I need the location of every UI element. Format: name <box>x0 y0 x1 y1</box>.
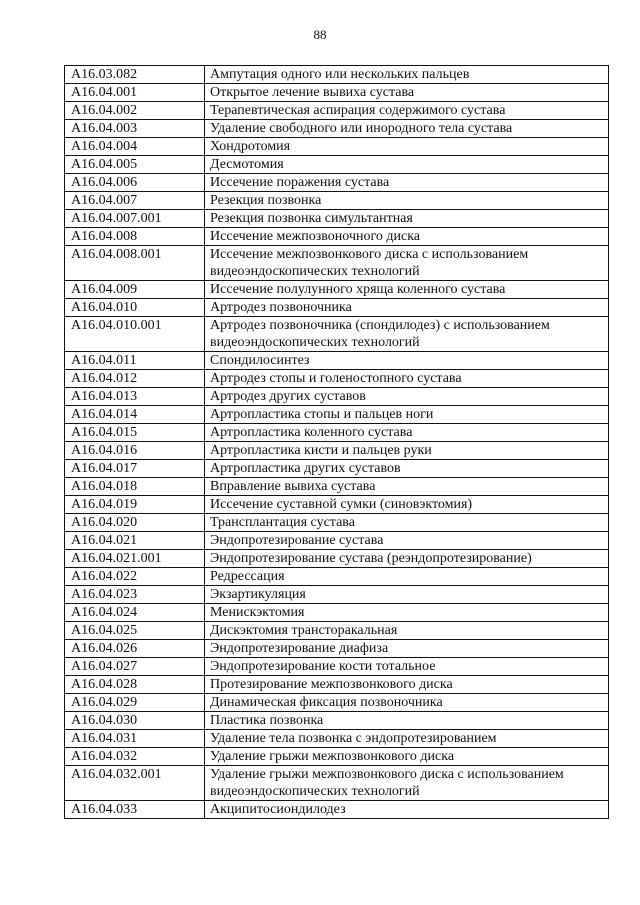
service-name: Акципитосиондилодез <box>205 801 609 819</box>
service-name: Редрессация <box>205 568 609 586</box>
service-name: Экзартикуляция <box>205 586 609 604</box>
service-name: Резекция позвонка <box>205 192 609 210</box>
service-name: Эндопротезирование диафиза <box>205 640 609 658</box>
service-code: A16.04.022 <box>65 568 205 586</box>
table-row <box>65 748 609 766</box>
table-row <box>65 156 609 174</box>
service-name: Спондилосинтез <box>205 352 609 370</box>
services-table <box>64 65 609 819</box>
service-name: Артродез стопы и голеностопного сустава <box>205 370 609 388</box>
service-name: Менискэктомия <box>205 604 609 622</box>
table-row <box>65 442 609 460</box>
service-code: A16.04.012 <box>65 370 205 388</box>
table-row <box>65 550 609 568</box>
table-row <box>65 317 609 352</box>
service-name: Артродез позвоночника (спондилодез) с использованием видеоэндоскопических технологий <box>205 317 609 352</box>
service-name: Артропластика кисти и пальцев руки <box>205 442 609 460</box>
service-name: Артропластика коленного сустава <box>205 424 609 442</box>
service-code: A16.04.028 <box>65 676 205 694</box>
table-row <box>65 604 609 622</box>
table-row <box>65 84 609 102</box>
service-code: A16.04.007 <box>65 192 205 210</box>
service-code: A16.04.031 <box>65 730 205 748</box>
table-row <box>65 210 609 228</box>
service-code: A16.04.017 <box>65 460 205 478</box>
service-code: A16.04.010.001 <box>65 317 205 352</box>
service-name: Иссечение полулунного хряща коленного сустава <box>205 281 609 299</box>
table-row <box>65 281 609 299</box>
table-row <box>65 658 609 676</box>
service-code: A16.04.030 <box>65 712 205 730</box>
service-name: Дискэктомия трансторакальная <box>205 622 609 640</box>
service-code: A16.04.023 <box>65 586 205 604</box>
table-row <box>65 406 609 424</box>
service-code: A16.03.082 <box>65 66 205 84</box>
service-code: A16.04.004 <box>65 138 205 156</box>
table-row <box>65 568 609 586</box>
table-row <box>65 120 609 138</box>
service-code: A16.04.011 <box>65 352 205 370</box>
service-name: Протезирование межпозвонкового диска <box>205 676 609 694</box>
service-code: A16.04.033 <box>65 801 205 819</box>
service-name: Эндопротезирование сустава (реэндопротезирование) <box>205 550 609 568</box>
service-code: A16.04.009 <box>65 281 205 299</box>
table-row <box>65 478 609 496</box>
service-name: Артродез других суставов <box>205 388 609 406</box>
service-name: Иссечение межпозвоночного диска <box>205 228 609 246</box>
service-name: Удаление свободного или инородного тела сустава <box>205 120 609 138</box>
table-row <box>65 712 609 730</box>
table-row <box>65 460 609 478</box>
table-row <box>65 138 609 156</box>
service-code: A16.04.015 <box>65 424 205 442</box>
table-row <box>65 694 609 712</box>
service-code: A16.04.008.001 <box>65 246 205 281</box>
service-name: Динамическая фиксация позвоночника <box>205 694 609 712</box>
table-row <box>65 586 609 604</box>
table-row <box>65 801 609 819</box>
table-row <box>65 370 609 388</box>
table-row <box>65 299 609 317</box>
service-code: A16.04.016 <box>65 442 205 460</box>
table-row <box>65 424 609 442</box>
table-row <box>65 766 609 801</box>
service-name: Хондротомия <box>205 138 609 156</box>
table-row <box>65 102 609 120</box>
service-name: Открытое лечение вывиха сустава <box>205 84 609 102</box>
service-code: A16.04.025 <box>65 622 205 640</box>
service-code: A16.04.006 <box>65 174 205 192</box>
service-name: Вправление вывиха сустава <box>205 478 609 496</box>
service-name: Эндопротезирование сустава <box>205 532 609 550</box>
service-code: A16.04.024 <box>65 604 205 622</box>
service-code: A16.04.032.001 <box>65 766 205 801</box>
service-code: A16.04.001 <box>65 84 205 102</box>
table-row <box>65 388 609 406</box>
service-name: Пластика позвонка <box>205 712 609 730</box>
service-name: Артропластика стопы и пальцев ноги <box>205 406 609 424</box>
service-code: A16.04.018 <box>65 478 205 496</box>
table-row <box>65 246 609 281</box>
service-code: A16.04.002 <box>65 102 205 120</box>
service-code: A16.04.029 <box>65 694 205 712</box>
service-code: A16.04.027 <box>65 658 205 676</box>
service-name: Резекция позвонка симультантная <box>205 210 609 228</box>
service-code: A16.04.021.001 <box>65 550 205 568</box>
service-name: Эндопротезирование кости тотальное <box>205 658 609 676</box>
service-name: Иссечение межпозвонкового диска с использованием видеоэндоскопических технологий <box>205 246 609 281</box>
table-body <box>65 66 609 819</box>
service-code: A16.04.003 <box>65 120 205 138</box>
service-code: A16.04.007.001 <box>65 210 205 228</box>
service-name: Удаление тела позвонка с эндопротезированием <box>205 730 609 748</box>
table-row <box>65 640 609 658</box>
table-row <box>65 352 609 370</box>
table-row <box>65 192 609 210</box>
service-code: A16.04.021 <box>65 532 205 550</box>
service-name: Удаление грыжи межпозвонкового диска <box>205 748 609 766</box>
service-code: A16.04.005 <box>65 156 205 174</box>
service-code: A16.04.010 <box>65 299 205 317</box>
table-row <box>65 174 609 192</box>
service-code: A16.04.026 <box>65 640 205 658</box>
service-code: A16.04.019 <box>65 496 205 514</box>
service-name: Артродез позвоночника <box>205 299 609 317</box>
service-name: Ампутация одного или нескольких пальцев <box>205 66 609 84</box>
service-name: Терапевтическая аспирация содержимого сустава <box>205 102 609 120</box>
service-name: Иссечение поражения сустава <box>205 174 609 192</box>
service-code: A16.04.020 <box>65 514 205 532</box>
table-row <box>65 496 609 514</box>
service-code: A16.04.013 <box>65 388 205 406</box>
table-row <box>65 622 609 640</box>
service-name: Десмотомия <box>205 156 609 174</box>
table-row <box>65 66 609 84</box>
table-row <box>65 514 609 532</box>
service-name: Трансплантация сустава <box>205 514 609 532</box>
table-row <box>65 532 609 550</box>
table-row <box>65 730 609 748</box>
service-code: A16.04.008 <box>65 228 205 246</box>
table-row <box>65 676 609 694</box>
table-row <box>65 228 609 246</box>
service-code: A16.04.032 <box>65 748 205 766</box>
service-name: Удаление грыжи межпозвонкового диска с использованием видеоэндоскопических технологий <box>205 766 609 801</box>
page-number: 88 <box>313 27 327 42</box>
service-name: Иссечение суставной сумки (синовэктомия) <box>205 496 609 514</box>
service-code: A16.04.014 <box>65 406 205 424</box>
service-name: Артропластика других суставов <box>205 460 609 478</box>
